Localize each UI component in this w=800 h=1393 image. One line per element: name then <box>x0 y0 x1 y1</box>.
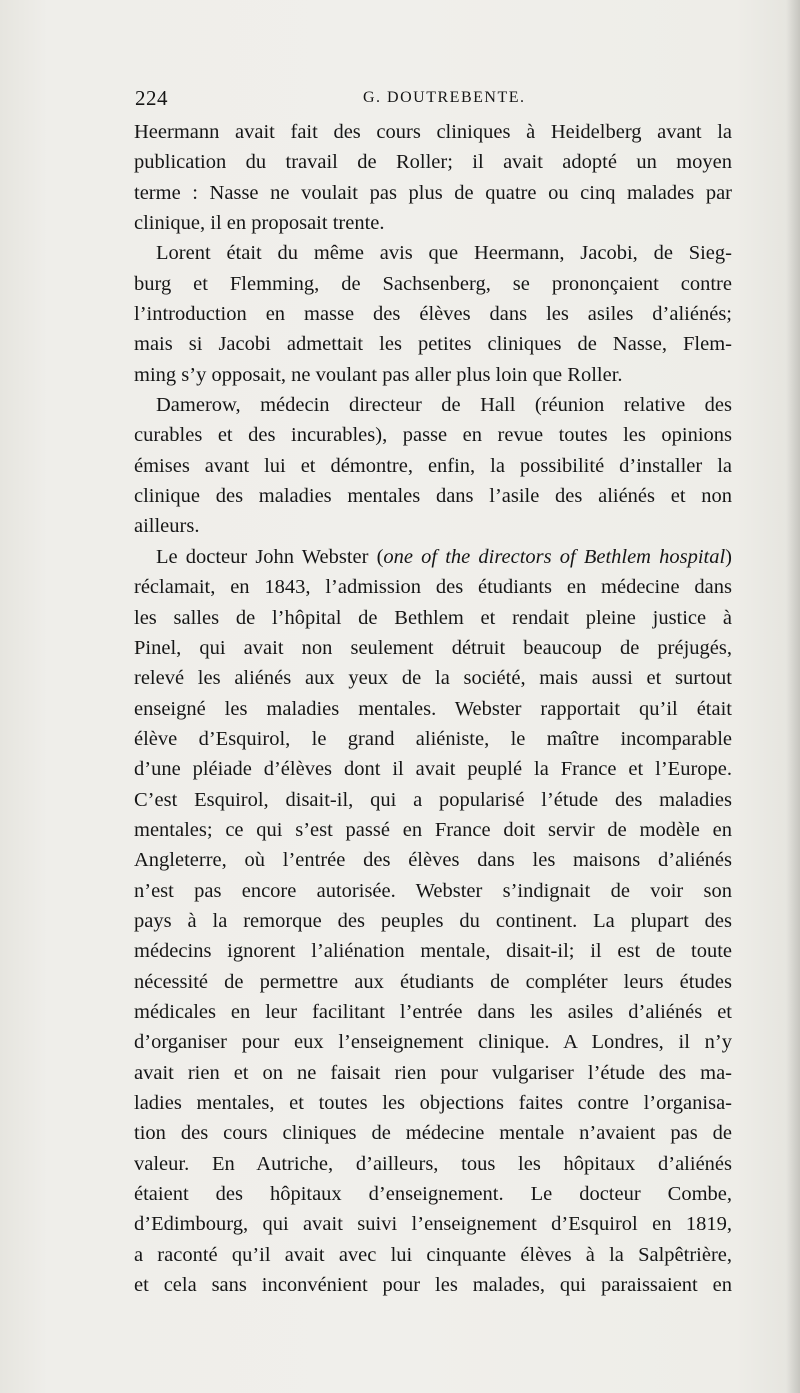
page-edge-shadow <box>786 0 800 1393</box>
text-line: valeur. En Autriche, d’ailleurs, tous les hôpitaux d’aliénés <box>134 1152 732 1175</box>
italic-title: one of the directors of Bethlem hospital <box>383 545 726 568</box>
text-line: Damerow, médecin directeur de Hall (réunion relative des <box>156 394 732 417</box>
text-line: Heermann avait fait des cours cliniques à Heidelberg avant la <box>134 121 732 143</box>
text-line: clinique, il en proposait trente. <box>134 212 385 235</box>
text-line: étaient des hôpitaux d’enseignement. Le docteur Combe, <box>134 1183 732 1206</box>
text-line: médicales en leur facilitant l’entrée dans les asiles d’aliénés et <box>134 1000 732 1023</box>
text-line: mentales; ce qui s’est passé en France doit servir de modèle en <box>134 818 732 841</box>
text-line: ming s’y opposait, ne voulant pas aller plus loin que Roller. <box>134 363 623 386</box>
text-line: publication du travail de Roller; il avait adopté un moyen <box>134 151 732 174</box>
text-line: curables et des incurables), passe en revue toutes les opinions <box>134 424 732 447</box>
text-line: élève d’Esquirol, le grand aliéniste, le maître incomparable <box>134 727 732 750</box>
text-line: n’est pas encore autorisée. Webster s’indignait de voir son <box>134 879 732 902</box>
text-line: ladies mentales, et toutes les objections faites contre l’organisa- <box>134 1092 732 1114</box>
text-line: terme : Nasse ne voulait pas plus de quatre ou cinq malades par <box>134 181 732 204</box>
text-line: enseigné les maladies mentales. Webster rapportait qu’il était <box>134 697 732 720</box>
text-line: l’introduction en masse des élèves dans les asiles d’aliénés; <box>134 303 732 326</box>
running-head-author: G. DOUTREBENTE. <box>363 89 526 106</box>
running-head <box>135 86 731 116</box>
text-line: et cela sans inconvénient pour les malades, qui paraissaient en <box>134 1274 732 1297</box>
body-text <box>134 117 732 1300</box>
text-line: émises avant lui et démontre, enfin, la possibilité d’installer la <box>134 454 732 477</box>
text-line: réclamait, en 1843, l’admission des étudiants en médecine dans <box>134 576 732 599</box>
page-number: 224 <box>135 86 168 110</box>
text-line <box>134 542 732 572</box>
text-line: médecins ignorent l’aliénation mentale, disait-il; il est de toute <box>134 940 732 963</box>
text-line: Angleterre, où l’entrée des élèves dans les maisons d’aliénés <box>134 849 732 872</box>
text-segment: Le docteur John Webster ( <box>156 545 384 568</box>
text-line: les salles de l’hôpital de Bethlem et rendait pleine justice à <box>134 606 732 629</box>
text-line: ailleurs. <box>134 515 200 538</box>
text-line: mais si Jacobi admettait les petites cliniques de Nasse, Flem- <box>134 333 732 356</box>
text-line: Pinel, qui avait non seulement détruit beaucoup de préjugés, <box>134 636 732 659</box>
text-line: nécessité de permettre aux étudiants de compléter leurs études <box>134 970 732 993</box>
text-line: a raconté qu’il avait avec lui cinquante élèves à la Salpêtrière, <box>134 1243 732 1266</box>
text-line: d’organiser pour eux l’enseignement clinique. A Londres, il n’y <box>134 1031 732 1054</box>
text-line: C’est Esquirol, disait-il, qui a popularisé l’étude des maladies <box>134 788 732 811</box>
text-line: avait rien et on ne faisait rien pour vulgariser l’étude des ma- <box>134 1061 732 1084</box>
text-line: Lorent était du même avis que Heermann, Jacobi, de Sieg- <box>156 242 732 265</box>
text-line: relevé les aliénés aux yeux de la société, mais aussi et surtout <box>134 667 732 690</box>
text-line: clinique des maladies mentales dans l’asile des aliénés et non <box>134 485 732 508</box>
text-line: pays à la remorque des peuples du continent. La plupart des <box>134 909 732 932</box>
text-line: burg et Flemming, de Sachsenberg, se prononçaient contre <box>134 272 732 295</box>
text-segment: ) <box>725 545 732 568</box>
text-line: tion des cours cliniques de médecine mentale n’avaient pas de <box>134 1122 732 1145</box>
text-line: d’Edimbourg, qui avait suivi l’enseignement d’Esquirol en 1819, <box>134 1213 732 1236</box>
text-line: d’une pléiade d’élèves dont il avait peuplé la France et l’Europe. <box>134 758 732 781</box>
